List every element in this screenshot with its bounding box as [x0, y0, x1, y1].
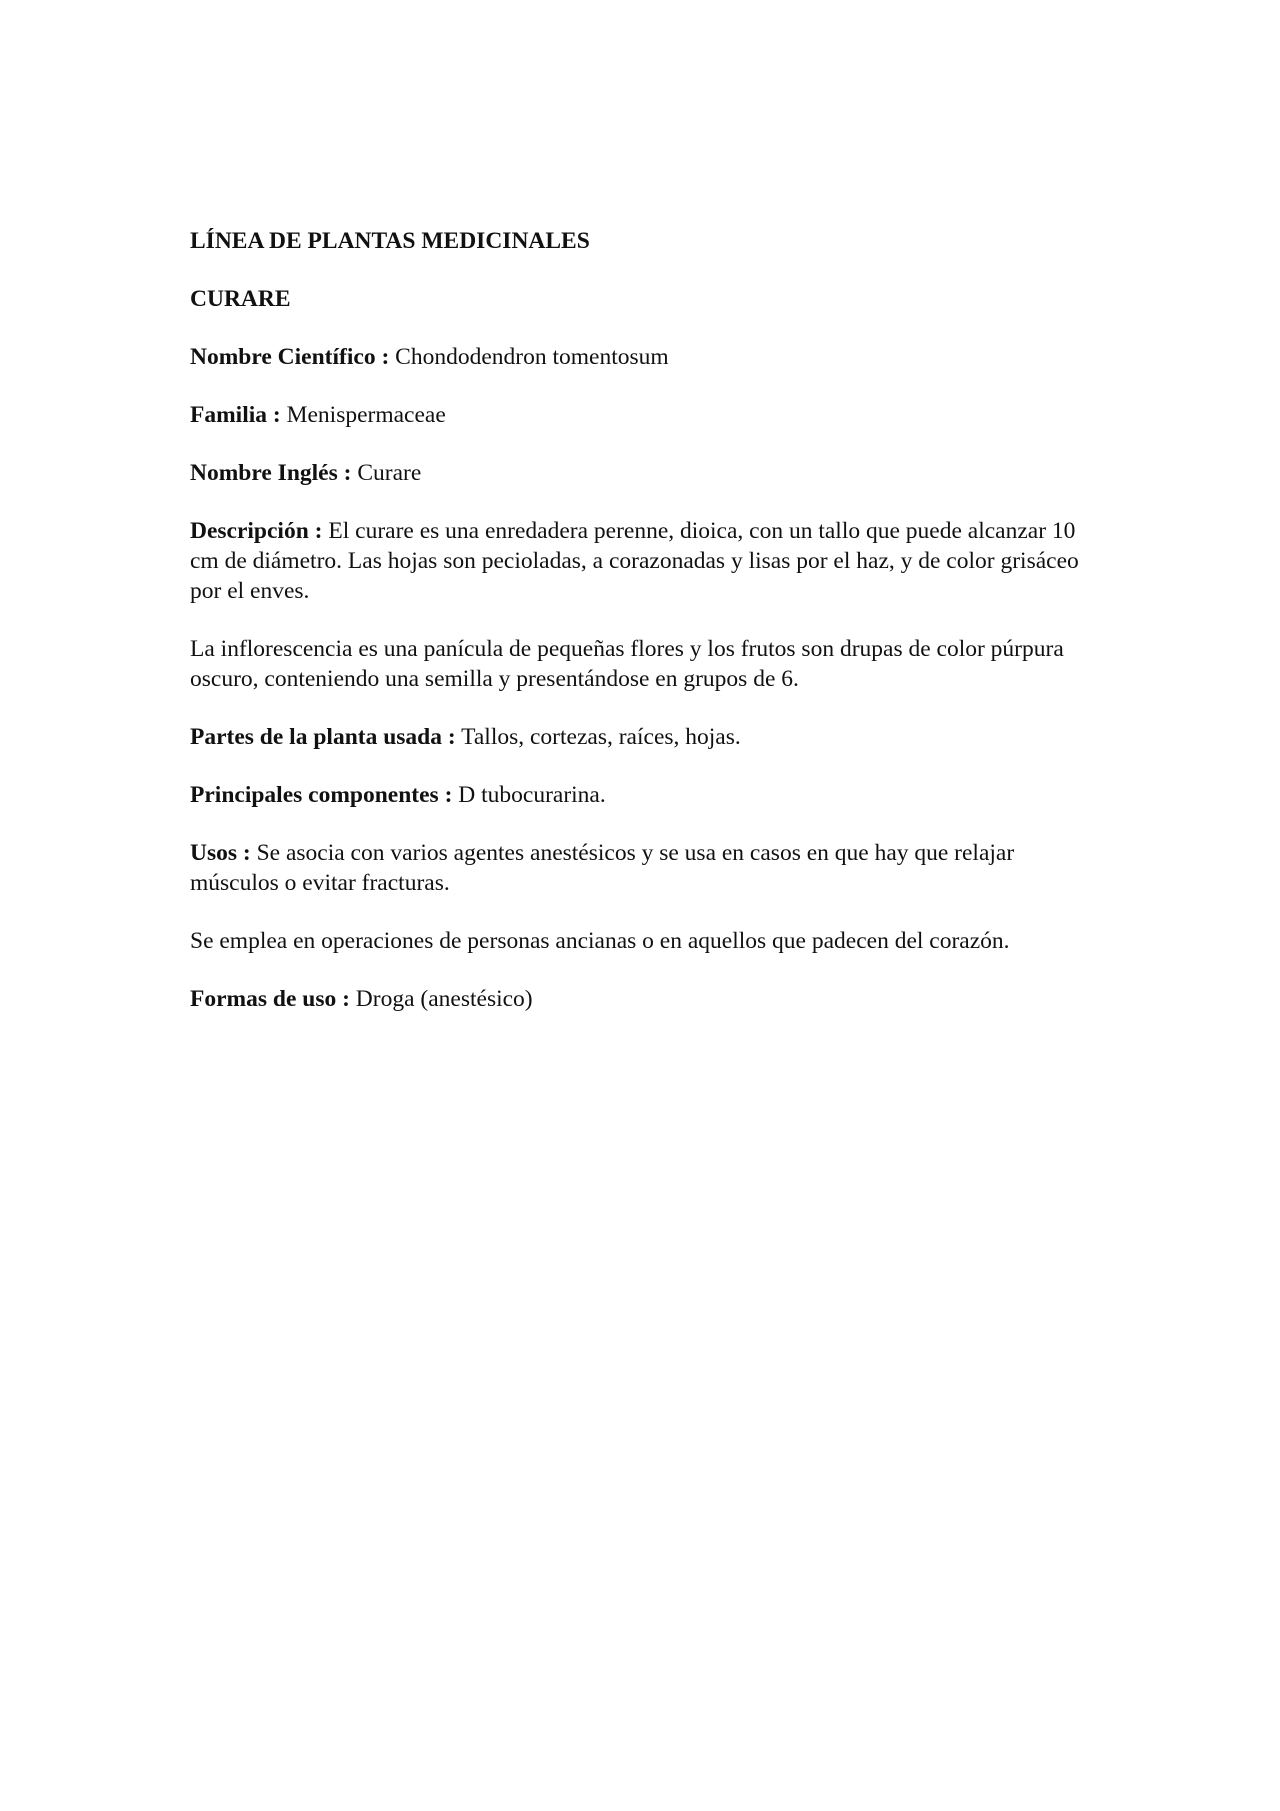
- forms-of-use-label: Formas de uso :: [190, 986, 350, 1012]
- scientific-name-label: Nombre Científico :: [190, 344, 390, 370]
- scientific-name-value: Chondodendron tomentosum: [395, 344, 669, 370]
- description-field: [190, 516, 1090, 606]
- family-value: Menispermaceae: [286, 402, 446, 428]
- main-components-field: [190, 780, 1090, 810]
- description-label: Descripción :: [190, 518, 323, 544]
- english-name-field: [190, 458, 1090, 488]
- uses-value: Se asocia con varios agentes anestésicos y se usa en casos en que hay que relajar músculos o evitar fracturas.: [190, 840, 1015, 896]
- uses-label: Usos :: [190, 840, 251, 866]
- main-components-label: Principales componentes :: [190, 782, 453, 808]
- scientific-name-field: [190, 342, 1090, 372]
- english-name-label: Nombre Inglés :: [190, 460, 352, 486]
- main-components-value: D tubocurarina.: [458, 782, 606, 808]
- plant-name: CURARE: [190, 286, 291, 312]
- uses-paragraph-2: Se emplea en operaciones de personas ancianas o en aquellos que padecen del corazón.: [190, 928, 1010, 954]
- family-field: [190, 400, 1090, 430]
- forms-of-use-value: Droga (anestésico): [355, 986, 533, 1012]
- forms-of-use-field: [190, 984, 1090, 1014]
- uses-field: [190, 838, 1090, 898]
- document-page: [190, 226, 1090, 1042]
- parts-used-value: Tallos, cortezas, raíces, hojas.: [461, 724, 741, 750]
- parts-used-label: Partes de la planta usada :: [190, 724, 456, 750]
- document-title: LÍNEA DE PLANTAS MEDICINALES: [190, 228, 590, 254]
- family-label: Familia :: [190, 402, 281, 428]
- description-paragraph-2: La inflorescencia es una panícula de pequeñas flores y los frutos son drupas de color púrpura oscuro, conteniendo una semilla y presentándose en grupos de 6.: [190, 636, 1064, 692]
- parts-used-field: [190, 722, 1090, 752]
- description-value: El curare es una enredadera perenne, dioica, con un tallo que puede alcanzar 10 cm de diámetro. Las hojas son pecioladas, a corazonadas y lisas por el haz, y de color grisáceo por el enves.: [190, 518, 1079, 604]
- english-name-value: Curare: [357, 460, 422, 486]
